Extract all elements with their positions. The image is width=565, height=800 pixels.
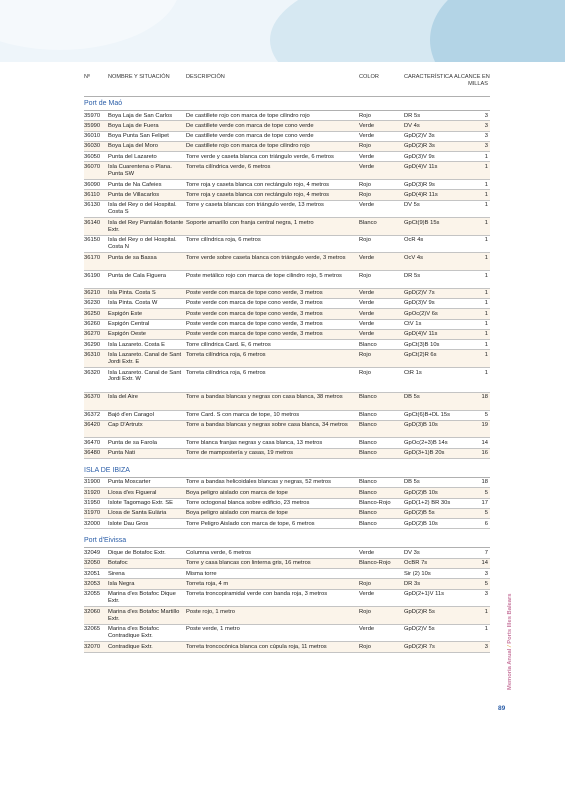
- table-row: [84, 271, 490, 289]
- cell-description: Torre y casa blancas con linterna gris, 16 metros: [186, 560, 311, 567]
- cell-description: Poste rojo, 1 metro: [186, 608, 235, 615]
- table-row: [84, 590, 490, 608]
- cell-color: Verde: [359, 626, 375, 633]
- cell-name: Llosa d'es Figueral: [108, 489, 157, 496]
- cell-name: Marina d'es Botafoc Martillo Extr.: [108, 608, 180, 622]
- cell-color: Blanco-Rojo: [359, 560, 391, 567]
- cell-characteristic: GpCt(2)R 6s: [404, 351, 437, 358]
- cell-description: Torre a bandas blancas y negras sobre casa blanca, 34 metros: [186, 422, 348, 429]
- cell-range: 3: [484, 591, 488, 598]
- cell-number: 36050: [84, 153, 101, 160]
- table-row: [84, 411, 490, 421]
- cell-characteristic: GpD(3+1)B 20s: [404, 450, 445, 457]
- table-row: [84, 499, 490, 509]
- banner-shape: [430, 0, 565, 62]
- cell-number: 36480: [84, 450, 101, 457]
- cell-range: 17: [481, 500, 488, 507]
- cell-description: Torre a bandas helicoidales blancas y negras, 52 metros: [186, 479, 332, 486]
- cell-range: 19: [481, 422, 488, 429]
- cell-color: Blanco: [359, 412, 377, 418]
- cell-description: Torreta cilíndrica roja, 6 metros: [186, 351, 266, 358]
- cell-description: De castillete verde con marca de tope cono verde: [186, 133, 314, 140]
- cell-number: 36210: [84, 290, 101, 297]
- side-caption: [507, 580, 519, 700]
- cell-characteristic: DV 4s: [404, 122, 420, 129]
- col-desc-header: DESCRIPCIÓN: [186, 74, 225, 80]
- cell-color: Verde: [359, 133, 375, 140]
- table-row: [84, 559, 490, 569]
- cell-number: 32000: [84, 520, 101, 527]
- table-row: [84, 111, 490, 121]
- cell-range: 14: [481, 560, 488, 567]
- cell-range: 1: [484, 272, 488, 279]
- cell-name: Boya Laja del Moro: [108, 143, 158, 150]
- cell-description: De castillete rojo con marca de tope cilindro rojo: [186, 143, 310, 150]
- cell-number: 36420: [84, 422, 101, 429]
- cell-name: Espigón Este: [108, 310, 143, 317]
- cell-number: 32070: [84, 643, 101, 650]
- cell-color: Verde: [359, 331, 375, 338]
- cell-color: Rojo: [359, 272, 371, 279]
- cell-description: Torre de mampostería y casas, 19 metros: [186, 450, 293, 457]
- cell-description: Torreta troncopiramidal verde con banda roja, 3 metros: [186, 591, 328, 598]
- table-row: [84, 309, 490, 319]
- cell-range: 1: [484, 369, 488, 376]
- table-row: [84, 368, 490, 393]
- cell-name: Punta de Na Cafeies: [108, 181, 162, 188]
- cell-characteristic: GpD(3)V 9s: [404, 153, 435, 160]
- cell-number: 31970: [84, 510, 101, 517]
- cell-color: Rojo: [359, 608, 371, 615]
- cell-name: Botafoc: [108, 560, 128, 567]
- cell-number: 36140: [84, 219, 101, 226]
- cell-characteristic: GpD(1+2) BR 30s: [404, 500, 451, 507]
- cell-description: De castillete verde con marca de tope cono verde: [186, 122, 314, 129]
- table-row: [84, 340, 490, 350]
- table-row: [84, 569, 490, 579]
- cell-name: Isla del Rey o del Hospital. Costa N: [108, 237, 177, 251]
- cell-characteristic: GpCt(3)B 10s: [404, 341, 440, 348]
- cell-description: Soporte amarillo con franja central negra, 1 metro: [186, 219, 314, 226]
- cell-range: 5: [484, 510, 488, 517]
- cell-description: Poste metálico rojo con marca de tope cilindro rojo, 5 metros: [186, 272, 342, 279]
- cell-name: Isla Pinta. Costa W: [108, 300, 158, 307]
- cell-range: 1: [484, 341, 488, 348]
- table-row: [84, 350, 490, 368]
- cell-number: 36470: [84, 439, 101, 446]
- cell-characteristic: DR 3s: [404, 580, 421, 587]
- cell-number: 32065: [84, 626, 101, 633]
- cell-number: 36150: [84, 237, 101, 244]
- table-row: [84, 579, 490, 589]
- cell-color: Blanco: [359, 422, 377, 429]
- cell-number: 32049: [84, 549, 101, 556]
- cell-color: Rojo: [359, 112, 371, 119]
- cell-characteristic: Sir (2) 10s: [404, 570, 431, 577]
- page-number: 89: [498, 705, 506, 712]
- cell-color: Rojo: [359, 181, 371, 188]
- cell-range: 5: [484, 412, 488, 418]
- cell-name: Sirena: [108, 570, 125, 577]
- side-caption-sep: /: [507, 645, 513, 648]
- cell-characteristic: DV 5s: [404, 202, 420, 209]
- cell-number: 36370: [84, 394, 101, 401]
- cell-characteristic: OcR 4s: [404, 237, 424, 244]
- cell-color: Blanco: [359, 341, 377, 348]
- cell-number: 36010: [84, 133, 101, 140]
- cell-range: 1: [484, 181, 488, 188]
- cell-name: Isla Lazareto. Canal de Sant Jordi Extr. E: [108, 351, 182, 365]
- table-row: [84, 190, 490, 200]
- cell-characteristic: GpD(2)B 10s: [404, 520, 438, 527]
- cell-color: Verde: [359, 321, 375, 328]
- cell-number: 31900: [84, 479, 101, 486]
- cell-number: 35970: [84, 112, 101, 119]
- table-row: [84, 132, 490, 142]
- cell-color: Rojo: [359, 143, 371, 150]
- cell-color: Verde: [359, 310, 375, 317]
- table-row: [84, 607, 490, 625]
- table-row: [84, 393, 490, 411]
- cell-name: Isla Cuarentena o Plana. Punta SW: [108, 163, 172, 177]
- cell-name: Punta de sa Farola: [108, 439, 157, 446]
- cell-characteristic: GpD(2+1)V 11s: [404, 591, 445, 598]
- cell-range: 5: [484, 489, 488, 496]
- cell-range: 3: [484, 133, 488, 140]
- lights-table: [84, 98, 490, 653]
- cell-description: Poste verde con marca de tope cono verde, 3 metros: [186, 310, 323, 317]
- cell-number: 32053: [84, 580, 101, 587]
- cell-range: 1: [484, 153, 488, 160]
- cell-name: Espigón Central: [108, 321, 150, 328]
- col-color-header: COLOR: [359, 74, 379, 80]
- cell-color: Blanco: [359, 394, 377, 401]
- cell-characteristic: DB 5s: [404, 479, 420, 486]
- cell-description: Poste verde, 1 metro: [186, 626, 240, 633]
- cell-description: Torre Peligro Aislado con marca de tope, 6 metros: [186, 520, 315, 527]
- table-row: [84, 289, 490, 299]
- table-row: [84, 519, 490, 529]
- cell-name: Isla del Aire: [108, 394, 138, 401]
- table-row: [84, 548, 490, 558]
- cell-name: Llosa de Santa Eulària: [108, 510, 167, 517]
- cell-characteristic: GpD(2)V 7s: [404, 290, 435, 297]
- cell-description: Torreta troncocónica blanca con cúpula roja, 11 metros: [186, 643, 327, 650]
- cell-characteristic: GpCt(9)B 15s: [404, 219, 440, 226]
- table-row: [84, 330, 490, 340]
- banner-shape: [0, 0, 180, 50]
- cell-name: Punta de Cala Figuera: [108, 272, 167, 279]
- table-row: [84, 253, 490, 271]
- cell-number: 31920: [84, 489, 101, 496]
- cell-description: Torre octogonal blanca sobre edificio, 23 metros: [186, 500, 310, 507]
- cell-name: Espigón Oeste: [108, 331, 147, 338]
- cell-characteristic: DR 5s: [404, 272, 421, 279]
- cell-name: Boya Punta San Felipet: [108, 133, 169, 140]
- cell-number: 36372: [84, 412, 101, 418]
- cell-name: Islote Tagomago Extr. SE: [108, 500, 173, 507]
- cell-range: 7: [484, 549, 488, 556]
- cell-range: 1: [484, 626, 488, 633]
- cell-name: Marina d'es Botafoc Contradique Extr.: [108, 626, 160, 640]
- cell-number: 36320: [84, 369, 101, 376]
- cell-range: 3: [484, 643, 488, 650]
- cell-range: 1: [484, 331, 488, 338]
- cell-characteristic: GpOc(2+3)B 14s: [404, 439, 448, 446]
- cell-range: 3: [484, 122, 488, 129]
- cell-name: Isla Lazareto. Costa E: [108, 341, 166, 348]
- cell-range: 1: [484, 202, 488, 209]
- col-no-header: Nº: [84, 74, 91, 80]
- cell-range: 3: [484, 143, 488, 150]
- cell-color: Verde: [359, 254, 375, 261]
- cell-range: 1: [484, 163, 488, 170]
- cell-description: Torreta cilíndrica roja, 6 metros: [186, 369, 266, 376]
- table-row: [84, 625, 490, 643]
- cell-name: Punta de sa Bassa: [108, 254, 157, 261]
- cell-name: Isla Negra: [108, 580, 135, 587]
- cell-range: 1: [484, 608, 488, 615]
- cell-range: 5: [484, 580, 488, 587]
- cell-color: Blanco: [359, 510, 377, 517]
- cell-range: 1: [484, 191, 488, 198]
- cell-characteristic: CtV 1s: [404, 321, 422, 328]
- table-row: [84, 642, 490, 652]
- table-row: [84, 218, 490, 236]
- cell-number: 32050: [84, 560, 101, 567]
- cell-number: 36310: [84, 351, 101, 358]
- cell-description: Torre roja y caseta blanca con rectángulo rojo, 4 metros: [186, 191, 330, 198]
- cell-color: Verde: [359, 300, 375, 307]
- cell-color: Blanco: [359, 489, 377, 496]
- cell-color: Rojo: [359, 191, 371, 198]
- cell-number: 36260: [84, 321, 101, 328]
- col-name-header: NOMBRE Y SITUACIÓN: [108, 74, 170, 80]
- cell-range: 1: [484, 351, 488, 358]
- table-row: [84, 236, 490, 254]
- cell-color: Blanco: [359, 439, 377, 446]
- cell-name: Marina d'es Botafoc Dique Extr.: [108, 591, 176, 604]
- cell-description: Torre y caseta blancas con triángulo verde, 13 metros: [186, 202, 324, 209]
- cell-range: 18: [481, 479, 488, 486]
- table-header: [84, 74, 490, 96]
- cell-name: Cap D'Artrutx: [108, 422, 143, 429]
- cell-name: Isla del Rey Pantalán flotante Extr.: [108, 219, 184, 233]
- cell-color: Rojo: [359, 237, 371, 244]
- table-row: [84, 162, 490, 180]
- cell-characteristic: GpD(2)V 3s: [404, 133, 435, 140]
- cell-range: 1: [484, 321, 488, 328]
- table-row: [84, 478, 490, 488]
- cell-color: Verde: [359, 202, 375, 209]
- cell-color: Rojo: [359, 351, 371, 358]
- cell-description: Torre blanca franjas negras y casa blanca, 13 metros: [186, 439, 323, 446]
- cell-color: Verde: [359, 290, 375, 297]
- cell-color: Rojo: [359, 369, 371, 376]
- cell-number: 36290: [84, 341, 101, 348]
- section-title: Port de Maó: [84, 98, 490, 111]
- cell-characteristic: GpD(3)B 10s: [404, 422, 438, 429]
- table-row: [84, 449, 490, 459]
- cell-description: Poste verde con marca de tope cono verde, 3 metros: [186, 300, 323, 307]
- table-row: [84, 421, 490, 439]
- header-rule: [84, 96, 490, 97]
- cell-color: Blanco: [359, 520, 377, 527]
- cell-characteristic: DV 3s: [404, 549, 420, 556]
- table-row: [84, 320, 490, 330]
- cell-description: Poste verde con marca de tope cono verde, 3 metros: [186, 331, 323, 338]
- cell-description: Torre roja y caseta blanca con rectángulo rojo, 4 metros: [186, 181, 330, 188]
- cell-range: 1: [484, 290, 488, 297]
- table-row: [84, 201, 490, 219]
- cell-characteristic: CtR 1s: [404, 369, 422, 376]
- cell-description: Boya peligro aislado con marca de tope: [186, 510, 288, 517]
- cell-range: 16: [481, 450, 488, 457]
- cell-color: Blanco-Rojo: [359, 500, 391, 507]
- cell-number: 36090: [84, 181, 101, 188]
- cell-description: Torre Card. S con marca de tope, 10 metros: [186, 412, 300, 418]
- cell-description: Torre cilíndrica roja, 6 metros: [186, 237, 261, 244]
- cell-color: Blanco: [359, 479, 377, 486]
- cell-name: Bajó d'en Caragol: [108, 412, 154, 418]
- table-row: [84, 438, 490, 448]
- table-row: [84, 180, 490, 190]
- cell-name: Contradique Extr.: [108, 643, 153, 650]
- cell-characteristic: GpD(2)V 5s: [404, 626, 435, 633]
- cell-name: Punta del Lazareto: [108, 153, 157, 160]
- cell-range: 1: [484, 300, 488, 307]
- cell-characteristic: OcBR 7s: [404, 560, 428, 567]
- cell-characteristic: GpD(2)B 10s: [404, 489, 438, 496]
- cell-characteristic: GpD(2)R 3s: [404, 143, 435, 150]
- cell-number: 32051: [84, 570, 101, 577]
- cell-number: 35990: [84, 122, 101, 129]
- cell-color: Blanco: [359, 219, 377, 226]
- cell-description: Poste verde con marca de tope cono verde, 3 metros: [186, 321, 323, 328]
- cell-number: 36110: [84, 191, 100, 198]
- cell-number: 36170: [84, 254, 101, 261]
- cell-number: 36030: [84, 143, 101, 150]
- cell-number: 31950: [84, 500, 101, 507]
- table-row: [84, 488, 490, 498]
- cell-description: Poste verde con marca de tope cono verde, 3 metros: [186, 290, 323, 297]
- cell-range: 3: [484, 570, 488, 577]
- cell-color: Verde: [359, 153, 375, 160]
- cell-range: 3: [484, 112, 488, 119]
- section-title: Port d'Eivissa: [84, 535, 490, 548]
- cell-color: Blanco: [359, 450, 377, 457]
- cell-number: 36070: [84, 163, 101, 170]
- cell-color: Rojo: [359, 580, 371, 587]
- cell-description: Torre a bandas blancas y negras con casa blanca, 38 metros: [186, 394, 343, 401]
- cell-range: 6: [484, 520, 488, 527]
- cell-characteristic: GpD(4)V 11s: [404, 163, 438, 170]
- cell-number: 36190: [84, 272, 101, 279]
- cell-characteristic: GpD(2)R 5s: [404, 608, 435, 615]
- cell-range: 1: [484, 254, 488, 261]
- cell-description: Torre verde sobre caseta blanca con triángulo verde, 3 metros: [186, 254, 346, 261]
- cell-color: Verde: [359, 549, 375, 556]
- cell-characteristic: DR 5s: [404, 112, 421, 119]
- cell-name: Punta Moscarter: [108, 479, 151, 486]
- side-caption-a: Memoria Anual: [507, 648, 513, 690]
- cell-range: 14: [481, 439, 488, 446]
- table-row: [84, 152, 490, 162]
- cell-description: Torre cilíndrica Card. E, 6 metros: [186, 341, 271, 348]
- cell-number: 36250: [84, 310, 101, 317]
- col-range-header-2: MILLAS: [468, 81, 488, 87]
- cell-name: Boya Laja de Fuera: [108, 122, 159, 129]
- cell-description: De castillete rojo con marca de tope cilindro rojo: [186, 112, 310, 119]
- cell-color: Verde: [359, 122, 375, 129]
- cell-name: Boya Laja de San Carlos: [108, 112, 173, 119]
- cell-range: 1: [484, 237, 488, 244]
- cell-characteristic: GpD(4)R 11s: [404, 191, 438, 198]
- cell-number: 32060: [84, 608, 101, 615]
- cell-description: Torreta cilíndrica verde, 6 metros: [186, 163, 271, 170]
- cell-range: 1: [484, 310, 488, 317]
- cell-name: Punta Nati: [108, 450, 136, 457]
- cell-characteristic: GpD(2)R 7s: [404, 643, 435, 650]
- cell-characteristic: GpOc(2)V 6s: [404, 310, 438, 317]
- cell-name: Islote Dau Gros: [108, 520, 149, 527]
- cell-characteristic: GpD(3)V 9s: [404, 300, 435, 307]
- cell-characteristic: GpCt(6)B+DL 15s: [404, 412, 451, 418]
- cell-number: 36230: [84, 300, 101, 307]
- cell-number: 32055: [84, 591, 101, 598]
- cell-characteristic: DB 5s: [404, 394, 420, 401]
- cell-number: 36130: [84, 202, 101, 209]
- cell-characteristic: GpD(3)R 9s: [404, 181, 435, 188]
- cell-range: 1: [484, 219, 488, 226]
- cell-description: Misma torre: [186, 570, 217, 577]
- cell-color: Verde: [359, 163, 375, 170]
- side-caption-b: Ports Illes Balears: [507, 593, 513, 644]
- col-range-header: ALCANCE EN: [454, 74, 490, 80]
- cell-characteristic: OcV 4s: [404, 254, 424, 261]
- cell-color: Verde: [359, 591, 375, 598]
- header-banner: [0, 0, 565, 62]
- cell-range: 18: [481, 394, 488, 401]
- cell-description: Boya peligro aislado con marca de tope: [186, 489, 288, 496]
- cell-name: Dique de Botafoc Extr.: [108, 549, 166, 556]
- cell-name: Punta de Villacarlos: [108, 191, 160, 198]
- cell-name: Isla Lazareto. Canal de Sant Jordi Extr. W: [108, 369, 182, 383]
- cell-characteristic: GpD(4)V 11s: [404, 331, 438, 338]
- table-row: [84, 509, 490, 519]
- cell-name: Isla del Rey o del Hospital. Costa S: [108, 202, 177, 215]
- cell-number: 36270: [84, 331, 101, 338]
- col-char-header: CARACTERÍSTICA: [404, 74, 453, 80]
- cell-description: Torreta roja, 4 m: [186, 580, 229, 587]
- table-row: [84, 299, 490, 309]
- cell-description: Columna verde, 6 metros: [186, 549, 252, 556]
- table-row: [84, 121, 490, 131]
- section-title: ISLA DE IBIZA: [84, 465, 490, 478]
- table-row: [84, 142, 490, 152]
- cell-characteristic: GpD(2)B 5s: [404, 510, 435, 517]
- cell-name: Isla Pinta. Costa S: [108, 290, 156, 297]
- cell-description: Torre verde y caseta blanca con triángulo verde, 6 metros: [186, 153, 334, 160]
- cell-color: Rojo: [359, 643, 371, 650]
